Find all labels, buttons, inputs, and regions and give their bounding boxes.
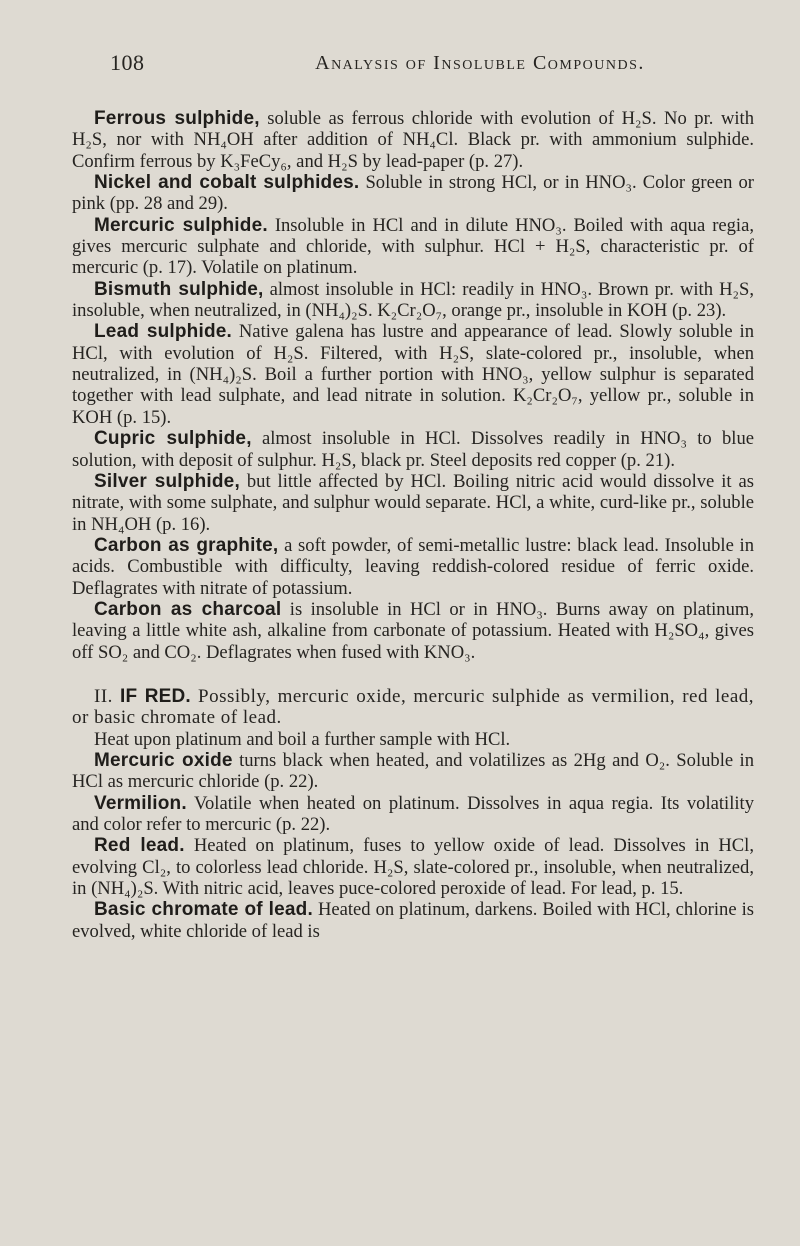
section-gap (72, 663, 754, 686)
entry-ferrous-sulphide (72, 108, 754, 172)
entry-term: Ferrous sulphide, (94, 108, 260, 129)
section-instruction: Heat upon platinum and boil a further sample with HCl. (94, 728, 511, 750)
entry-text: Heated on platinum, fuses to yellow oxide of lead. Dissolves in HCl, evolving Cl₂, to colorless lead chloride. H₂S, slate-colored pr., insoluble, when neutralized, in (NH₄)₂S. With nitric acid, leaves puce-colored peroxide of lead. For lead, p. 15. (72, 835, 754, 900)
entry-term: Mercuric sulphide. (94, 214, 268, 236)
entry-term: Carbon as graphite, (94, 534, 279, 556)
entry-text: but little affected by HCl. Boiling nitric acid would dissolve it as nitrate, with some sulphate, and sulphur would separate. HCl, a white, curd-like pr., soluble in NH₄OH (p. 16). (72, 470, 754, 535)
page-header (110, 50, 760, 80)
entry-term: Basic chromate of lead. (94, 899, 313, 921)
entry-carbon-charcoal (72, 599, 754, 663)
entry-cupric-sulphide (72, 428, 754, 471)
entry-mercuric-sulphide (72, 215, 754, 279)
entry-text: turns black when heated, and volatilizes as 2Hg and O₂. Soluble in HCl as mercuric chloride (p. 22). (72, 749, 754, 793)
entry-term: Cupric sulphide, (94, 428, 252, 450)
entry-text: a soft powder, of semi-metallic lustre: black lead. Insoluble in acids. Combustible with difficulty, leaving reddish-colored residue of ferric oxide. Deflagrates with nitrate of potassium. (72, 534, 754, 599)
running-head: Analysis of Insoluble Compounds. (315, 52, 645, 74)
entry-text: Soluble in strong HCl, or in HNO₃. Color green or pink (pp. 28 and 29). (72, 172, 754, 215)
entry-term: Mercuric oxide (94, 749, 233, 771)
entry-basic-chromate-of-lead (72, 899, 754, 942)
entry-red-lead (72, 835, 754, 899)
entry-text: is insoluble in HCl or in HNO₃. Burns away on platinum, leaving a little white ash, alkaline from carbonate of potassium. Heated with H₂SO₄, gives off SO₂ and CO₂. Deflagrates when fused with KNO₃. (72, 598, 754, 663)
entry-carbon-graphite (72, 535, 754, 599)
entry-text: Native galena has lustre and appearance of lead. Slowly soluble in HCl, with evolution of H₂S. Filtered, with H₂S, slate-colored pr., insoluble, when neutralized, in (NH₄)₂S. Boil a further portion with HNO₃, yellow sulphur is separated together with lead sulphate, and lead nitrate in solution. K₂Cr₂O₇, yellow pr., soluble in KOH (p. 15). (72, 321, 754, 428)
entry-term: Nickel and cobalt sulphides. (94, 172, 360, 194)
entry-mercuric-oxide (72, 750, 754, 793)
entry-bismuth-sulphide (72, 279, 754, 322)
section-text: Possibly, mercuric oxide, mercuric sulphide as vermilion, red lead, or basic chromate of lead. (72, 685, 754, 729)
body-text (72, 108, 754, 942)
page-number: 108 (110, 50, 145, 75)
entry-lead-sulphide (72, 321, 754, 428)
entry-term: Silver sulphide, (94, 470, 240, 492)
entry-term: Lead sulphide. (94, 321, 233, 343)
section-heading: IF RED. (120, 685, 191, 707)
entry-text: almost insoluble in HCl. Dissolves readily in HNO₃ to blue solution, with deposit of sulphur. H₂S, black pr. Steel deposits red copper (p. 21). (72, 428, 754, 471)
entry-text: Insoluble in HCl and in dilute HNO₃. Boiled with aqua regia, gives mercuric sulphate and chloride, with sulphur. HCl + H₂S, characteristic pr. of mercuric (p. 17). Volatile on platinum. (72, 214, 754, 279)
entry-silver-sulphide (72, 471, 754, 535)
entry-term: Vermilion. (94, 792, 187, 814)
entry-term: Bismuth sulphide, (94, 278, 264, 300)
section-number: II. (94, 685, 121, 707)
entry-term: Carbon as charcoal (94, 598, 282, 620)
entry-nickel-cobalt-sulphides (72, 172, 754, 215)
entry-text: soluble as ferrous chloride with evolution of H₂S. No pr. with H₂S, nor with NH₄OH after addition of NH₄Cl. Black pr. with ammonium sulphide. Confirm ferrous by K₃FeCy₆, and H₂S by lead-paper (p. 27). (72, 108, 754, 172)
entry-vermilion (72, 793, 754, 836)
entry-term: Red lead. (94, 835, 185, 857)
section-if-red (72, 686, 754, 729)
entry-text: almost insoluble in HCl: readily in HNO₃. Brown pr. with H₂S, insoluble, when neutralized, in (NH₄)₂S. K₂Cr₂O₇, orange pr., insoluble in KOH (p. 23). (72, 278, 754, 322)
entry-text: Volatile when heated on platinum. Dissolves in aqua regia. Its volatility and color refer to mercuric (p. 22). (72, 792, 754, 835)
entry-text: Heated on platinum, darkens. Boiled with HCl, chlorine is evolved, white chloride of lead is (72, 899, 754, 942)
